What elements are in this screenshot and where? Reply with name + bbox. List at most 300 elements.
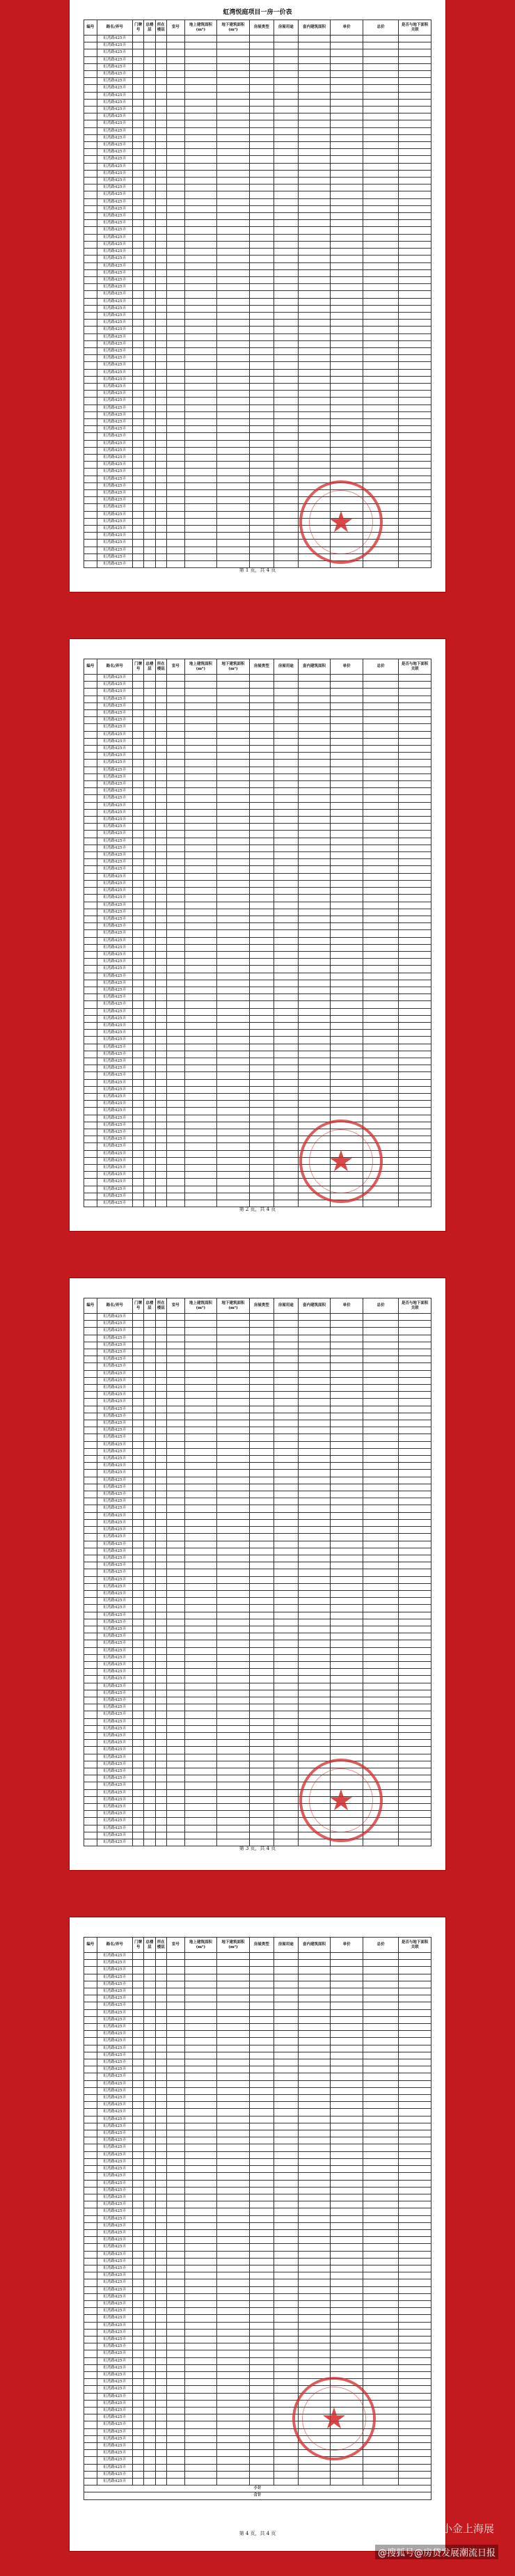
- table-cell: [84, 184, 97, 191]
- table-cell: [217, 312, 250, 319]
- table-cell: [155, 2073, 166, 2080]
- table-cell: 虹湾路425弄: [97, 1796, 132, 1803]
- table-row: [84, 859, 431, 866]
- table-cell: [217, 1576, 250, 1583]
- table-cell: [298, 2293, 331, 2300]
- table-cell: [132, 120, 143, 127]
- table-cell: [166, 675, 184, 682]
- table-cell: [298, 2002, 331, 2009]
- table-cell: [249, 1796, 274, 1803]
- table-cell: [274, 746, 298, 753]
- table-cell: [144, 553, 155, 560]
- table-cell: [155, 1037, 166, 1044]
- table-cell: 虹湾路425弄: [97, 909, 132, 916]
- table-cell: [132, 1569, 143, 1576]
- column-header: 编号: [84, 20, 97, 36]
- table-cell: [399, 2073, 431, 2080]
- table-cell: [84, 376, 97, 383]
- table-row: [84, 490, 431, 497]
- table-cell: [249, 42, 274, 49]
- table-cell: [298, 2479, 331, 2485]
- table-cell: [298, 398, 331, 405]
- table-cell: [132, 2435, 143, 2442]
- table-cell: [249, 1086, 274, 1093]
- table-row: [84, 227, 431, 234]
- table-row: [84, 284, 431, 291]
- table-cell: [166, 482, 184, 489]
- table-cell: [84, 966, 97, 973]
- table-cell: [249, 1981, 274, 1988]
- table-cell: [144, 2009, 155, 2016]
- table-cell: [166, 1335, 184, 1342]
- table-cell: [84, 191, 97, 198]
- table-cell: [155, 1463, 166, 1470]
- table-row: [84, 1101, 431, 1108]
- table-cell: [84, 944, 97, 951]
- table-cell: 虹湾路425弄: [97, 63, 132, 70]
- table-cell: [217, 2322, 250, 2329]
- table-cell: [184, 2095, 217, 2102]
- table-cell: [166, 2350, 184, 2357]
- table-cell: [249, 781, 274, 788]
- table-cell: [217, 2109, 250, 2116]
- table-cell: [144, 276, 155, 283]
- table-cell: [144, 2066, 155, 2073]
- table-cell: [274, 391, 298, 398]
- table-cell: [217, 1008, 250, 1015]
- table-cell: [298, 1711, 331, 1718]
- table-cell: [132, 1448, 143, 1455]
- price-list-page-1: [70, 0, 445, 592]
- table-cell: [184, 689, 217, 696]
- table-cell: [166, 1413, 184, 1420]
- table-cell: [166, 2308, 184, 2315]
- table-cell: [217, 262, 250, 269]
- table-cell: [184, 702, 217, 709]
- table-cell: [155, 1186, 166, 1193]
- table-cell: [155, 291, 166, 298]
- table-cell: [274, 2208, 298, 2215]
- table-cell: [399, 1072, 431, 1079]
- table-cell: [144, 2450, 155, 2457]
- table-cell: [217, 1157, 250, 1164]
- table-cell: [166, 2329, 184, 2336]
- table-cell: [84, 213, 97, 220]
- table-cell: [144, 682, 155, 689]
- table-cell: [274, 888, 298, 895]
- table-cell: [298, 1172, 331, 1179]
- table-cell: [399, 276, 431, 283]
- table-cell: [274, 2293, 298, 2300]
- table-cell: [155, 724, 166, 731]
- table-cell: [155, 1136, 166, 1143]
- table-cell: [217, 788, 250, 795]
- table-cell: [132, 1541, 143, 1548]
- table-cell: [155, 1406, 166, 1413]
- table-cell: [249, 1115, 274, 1122]
- table-cell: [249, 205, 274, 212]
- table-cell: [144, 1441, 155, 1448]
- table-cell: [331, 63, 363, 70]
- table-cell: [132, 241, 143, 248]
- table-row: [84, 1477, 431, 1484]
- table-cell: [249, 2371, 274, 2378]
- table-row: [84, 362, 431, 369]
- table-cell: [166, 142, 184, 149]
- table-cell: [155, 2095, 166, 2102]
- table-row: [84, 369, 431, 376]
- table-row: [84, 1676, 431, 1683]
- table-cell: [363, 2479, 398, 2485]
- table-cell: [184, 2443, 217, 2450]
- table-cell: [155, 2443, 166, 2450]
- table-cell: [144, 2194, 155, 2201]
- table-cell: [132, 63, 143, 70]
- table-cell: [184, 2229, 217, 2236]
- table-cell: [298, 170, 331, 177]
- table-cell: [217, 1704, 250, 1711]
- table-cell: [184, 1363, 217, 1370]
- table-cell: [184, 838, 217, 845]
- table-cell: [217, 1108, 250, 1115]
- table-cell: [155, 433, 166, 440]
- table-cell: [217, 767, 250, 773]
- table-cell: [331, 1484, 363, 1491]
- table-cell: [274, 1697, 298, 1704]
- table-cell: [155, 1583, 166, 1590]
- table-cell: 虹湾路425弄: [97, 298, 132, 305]
- table-cell: [298, 1676, 331, 1683]
- table-cell: [184, 2343, 217, 2350]
- table-cell: [363, 2130, 398, 2137]
- table-cell: [132, 1392, 143, 1399]
- table-cell: [217, 156, 250, 163]
- table-cell: [298, 1974, 331, 1981]
- table-cell: [331, 78, 363, 85]
- table-row: [84, 923, 431, 930]
- table-cell: [298, 340, 331, 347]
- table-cell: [249, 2279, 274, 2286]
- table-cell: [249, 547, 274, 553]
- table-cell: [144, 518, 155, 525]
- table-cell: [363, 831, 398, 838]
- table-cell: [363, 1626, 398, 1633]
- table-cell: [274, 1165, 298, 1172]
- table-cell: [132, 1612, 143, 1619]
- table-cell: [298, 1150, 331, 1157]
- table-cell: [399, 2315, 431, 2322]
- table-cell: [331, 340, 363, 347]
- table-cell: [363, 1498, 398, 1505]
- table-cell: [249, 376, 274, 383]
- table-cell: [274, 2364, 298, 2371]
- table-row: [84, 2045, 431, 2052]
- table-cell: [249, 2308, 274, 2315]
- table-cell: [217, 1583, 250, 1590]
- table-cell: [274, 1427, 298, 1434]
- table-cell: [144, 184, 155, 191]
- table-cell: [144, 2343, 155, 2350]
- table-cell: 虹湾路425弄: [97, 2350, 132, 2357]
- table-cell: [363, 482, 398, 489]
- table-row: [84, 902, 431, 909]
- table-cell: [84, 2265, 97, 2272]
- table-cell: [144, 347, 155, 354]
- table-cell: [331, 1825, 363, 1832]
- table-cell: [274, 234, 298, 241]
- table-cell: [155, 1015, 166, 1022]
- table-cell: [132, 553, 143, 560]
- table-cell: [331, 2158, 363, 2165]
- table-cell: [155, 198, 166, 205]
- table-cell: [274, 305, 298, 312]
- table-cell: [84, 2443, 97, 2450]
- table-cell: [217, 1612, 250, 1619]
- table-cell: [155, 1519, 166, 1526]
- table-cell: [249, 134, 274, 141]
- table-cell: [363, 49, 398, 56]
- table-cell: [166, 1541, 184, 1548]
- table-cell: [184, 2414, 217, 2421]
- table-cell: [184, 2059, 217, 2066]
- table-cell: [331, 411, 363, 418]
- table-cell: [249, 1406, 274, 1413]
- table-cell: [184, 1562, 217, 1569]
- table-cell: [274, 227, 298, 234]
- table-cell: [144, 298, 155, 305]
- table-cell: [155, 895, 166, 902]
- table-cell: [166, 376, 184, 383]
- table-cell: [184, 2144, 217, 2151]
- table-cell: [132, 980, 143, 987]
- table-cell: [399, 2166, 431, 2173]
- table-cell: [363, 2272, 398, 2279]
- table-cell: [331, 852, 363, 859]
- table-cell: [298, 234, 331, 241]
- table-row: [84, 1037, 431, 1044]
- table-row: [84, 951, 431, 958]
- table-cell: [298, 1448, 331, 1455]
- table-cell: [249, 36, 274, 42]
- table-cell: [274, 411, 298, 418]
- table-cell: [298, 269, 331, 276]
- table-cell: [298, 184, 331, 191]
- table-cell: [184, 817, 217, 824]
- table-cell: [132, 1548, 143, 1555]
- table-cell: [298, 2315, 331, 2322]
- table-cell: [249, 1740, 274, 1747]
- table-cell: [84, 305, 97, 312]
- table-cell: [155, 1477, 166, 1484]
- table-cell: [298, 156, 331, 163]
- table-cell: [217, 269, 250, 276]
- table-cell: [217, 2166, 250, 2173]
- table-cell: [166, 2386, 184, 2393]
- table-cell: [217, 746, 250, 753]
- table-row: [84, 2080, 431, 2087]
- table-cell: [399, 817, 431, 824]
- table-cell: [84, 2329, 97, 2336]
- table-cell: [184, 696, 217, 702]
- table-cell: 虹湾路425弄: [97, 2386, 132, 2393]
- table-cell: [132, 767, 143, 773]
- table-cell: [249, 340, 274, 347]
- table-cell: [144, 1725, 155, 1732]
- table-cell: [363, 2080, 398, 2087]
- table-cell: [166, 1690, 184, 1697]
- table-cell: [363, 1427, 398, 1434]
- table-cell: [298, 1079, 331, 1086]
- table-cell: [363, 689, 398, 696]
- page-footer: 第 1 页，共 4 页: [239, 567, 276, 573]
- table-cell: [144, 398, 155, 405]
- table-cell: [274, 2379, 298, 2386]
- column-header: 总价: [363, 659, 398, 675]
- table-cell: [399, 1441, 431, 1448]
- table-cell: [331, 2130, 363, 2137]
- table-cell: [144, 312, 155, 319]
- table-cell: [155, 1832, 166, 1839]
- table-cell: 虹湾路425弄: [97, 142, 132, 149]
- table-cell: [274, 1740, 298, 1747]
- table-cell: 虹湾路425弄: [97, 2244, 132, 2251]
- table-cell: [331, 1768, 363, 1775]
- table-cell: [184, 291, 217, 298]
- table-cell: [274, 2286, 298, 2293]
- table-cell: [155, 71, 166, 78]
- table-cell: [132, 2116, 143, 2123]
- table-cell: [132, 2194, 143, 2201]
- table-cell: [166, 1953, 184, 1960]
- table-cell: [217, 92, 250, 99]
- column-header: 门牌号: [132, 659, 143, 675]
- table-cell: [144, 1385, 155, 1392]
- table-cell: [184, 1101, 217, 1108]
- table-cell: [84, 1321, 97, 1328]
- table-cell: [184, 2016, 217, 2023]
- table-cell: 虹湾路425弄: [97, 902, 132, 909]
- table-cell: [144, 1470, 155, 1477]
- table-cell: [331, 518, 363, 525]
- table-cell: [155, 234, 166, 241]
- table-cell: [166, 2137, 184, 2144]
- table-row: [84, 1598, 431, 1605]
- table-cell: [155, 2102, 166, 2109]
- table-cell: [155, 838, 166, 845]
- table-cell: [84, 1562, 97, 1569]
- table-cell: [166, 809, 184, 816]
- table-cell: [363, 1015, 398, 1022]
- table-cell: [144, 1484, 155, 1491]
- table-cell: [249, 2180, 274, 2187]
- table-cell: 虹湾路425弄: [97, 788, 132, 795]
- table-cell: [144, 1818, 155, 1825]
- table-cell: [249, 1732, 274, 1739]
- table-cell: [144, 1157, 155, 1164]
- table-cell: 虹湾路425弄: [97, 320, 132, 327]
- table-cell: [249, 2357, 274, 2364]
- table-cell: [331, 1576, 363, 1583]
- table-row: [84, 2479, 431, 2485]
- table-cell: [249, 682, 274, 689]
- table-cell: [132, 540, 143, 547]
- table-row: [84, 2428, 431, 2435]
- table-row: [84, 930, 431, 937]
- table-cell: [217, 276, 250, 283]
- column-header: 单价: [331, 659, 363, 675]
- table-cell: [399, 241, 431, 248]
- table-cell: [399, 760, 431, 767]
- table-cell: [274, 1434, 298, 1441]
- table-cell: [331, 1413, 363, 1420]
- table-cell: [84, 1619, 97, 1626]
- table-cell: [155, 1335, 166, 1342]
- table-cell: [363, 56, 398, 63]
- table-cell: [331, 440, 363, 447]
- table-row: [84, 2151, 431, 2158]
- table-cell: [155, 1001, 166, 1008]
- table-cell: [166, 63, 184, 70]
- table-cell: [249, 980, 274, 987]
- table-cell: [132, 1825, 143, 1832]
- table-cell: [298, 1583, 331, 1590]
- table-row: [84, 383, 431, 390]
- table-cell: [155, 738, 166, 745]
- table-cell: [184, 2371, 217, 2378]
- table-cell: [155, 1782, 166, 1789]
- watermark-text: 公众号 · 小金上海展: [400, 2522, 494, 2535]
- table-cell: [155, 1718, 166, 1725]
- table-cell: [155, 1193, 166, 1200]
- table-cell: [363, 1491, 398, 1498]
- table-row: [84, 2443, 431, 2450]
- column-header: 房屋类型: [249, 1938, 274, 1953]
- table-cell: [274, 1399, 298, 1406]
- table-cell: [132, 2393, 143, 2400]
- table-cell: [132, 1804, 143, 1811]
- table-cell: [217, 1562, 250, 1569]
- table-cell: 虹湾路425弄: [97, 2343, 132, 2350]
- table-cell: [155, 2052, 166, 2059]
- table-cell: [274, 2414, 298, 2421]
- table-cell: [363, 2059, 398, 2066]
- column-header: 套内建筑面积: [298, 659, 331, 675]
- table-cell: [249, 198, 274, 205]
- table-cell: [399, 1711, 431, 1718]
- table-cell: [298, 809, 331, 816]
- table-cell: [132, 2408, 143, 2414]
- table-cell: [274, 2130, 298, 2137]
- table-cell: [249, 852, 274, 859]
- table-cell: [274, 1448, 298, 1455]
- table-cell: [84, 973, 97, 980]
- table-cell: [217, 327, 250, 333]
- table-cell: [399, 1001, 431, 1008]
- table-cell: [274, 163, 298, 170]
- table-cell: [155, 1576, 166, 1583]
- table-cell: [274, 1654, 298, 1661]
- table-cell: [166, 1796, 184, 1803]
- table-cell: [399, 902, 431, 909]
- table-cell: [274, 320, 298, 327]
- column-header: 路名/弄号: [97, 659, 132, 675]
- table-cell: 虹湾路425弄: [97, 802, 132, 809]
- table-cell: [84, 1811, 97, 1818]
- table-cell: [184, 2237, 217, 2244]
- table-cell: [363, 497, 398, 504]
- table-cell: [166, 731, 184, 738]
- table-cell: [298, 2222, 331, 2229]
